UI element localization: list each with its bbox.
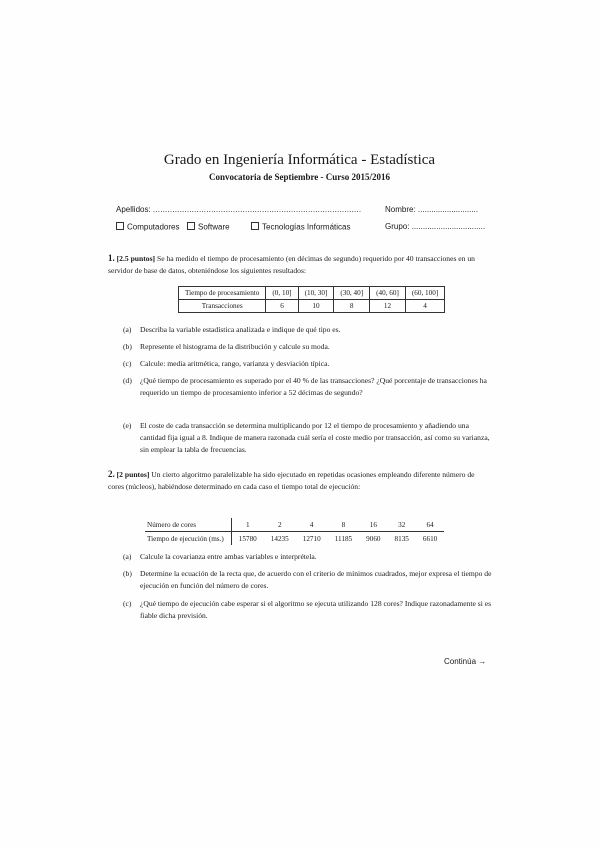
table-cell: (40, 60] [370, 287, 406, 300]
item-label: (d) [123, 376, 132, 385]
table-cell: 8135 [394, 534, 409, 543]
item-text: ¿Qué tiempo de ejecución cabe esperar si el algoritmo se ejecuta utilizando 128 cores? Indique razonadamente si es fiable dicha previsión. [140, 599, 492, 620]
table-cell: 15780 [238, 534, 257, 543]
question-1 [108, 252, 492, 277]
grupo-dots: ................................. [411, 222, 486, 231]
item-label: (c) [123, 599, 132, 608]
table-cell: 4 [405, 300, 444, 313]
table-cell: 12 [370, 300, 406, 313]
option-tecnologias[interactable] [251, 222, 351, 232]
continue-note: Continúa → [444, 657, 487, 666]
item-text: El coste de cada transacción se determina multiplicando por 12 el tiempo de procesamiento y añadiendo una cantidad fija igual a 8. Indique de manera razonada cuál sería el coste medio por transacción, así como su varianza, sin emplear la tabla de frecuencias. [140, 421, 490, 454]
table-cell: 16 [359, 518, 387, 532]
option-label: Software [198, 222, 230, 232]
item-text: Calcule: media aritmética, rango, varianza y desviación típica. [140, 359, 330, 368]
question-2 [108, 468, 492, 493]
question-text: Un cierto algoritmo paralelizable ha sido ejecutado en repetidas ocasiones empleando diferente número de cores (núcleos), habiéndose determinado en cada caso el tiempo total de ejecución: [108, 470, 475, 491]
page-subtitle: Convocatoria de Septiembre - Curso 2015/2016 [208, 172, 391, 182]
table-cell: 11185 [334, 534, 353, 543]
item-label: (a) [123, 325, 132, 334]
page-title: Grado en Ingeniería Informática - Estadística [163, 152, 436, 168]
item-label: (c) [123, 359, 132, 368]
question-text: Se ha medido el tiempo de procesamiento (en décimas de segundo) requerido por 40 transacciones en un servidor de base de datos, obteniéndose los siguientes resultados: [108, 254, 475, 275]
item-label: (e) [123, 421, 132, 430]
nombre-label: Nombre: [385, 205, 416, 214]
question-points: [2 puntos] [116, 470, 150, 479]
table-cell: 4 [296, 518, 328, 532]
table-header-cell: Transacciones [179, 300, 266, 313]
table-row [179, 300, 445, 313]
item-text: Represente el histograma de la distribución y calcule su moda. [140, 342, 330, 351]
checkbox-icon[interactable] [251, 222, 259, 230]
item-text: Calcule la covarianza entre ambas variables e interprétela. [140, 552, 317, 561]
checkbox-icon[interactable] [116, 222, 124, 230]
grupo-field [385, 222, 485, 231]
nombre-dots: ........................... [417, 205, 478, 214]
table-header-cell: Tiempo de ejecución (ms.) [145, 532, 231, 546]
nombre-field [385, 205, 478, 214]
option-label: Computadores [127, 222, 180, 232]
table-cell: 1 [231, 518, 263, 532]
table-cell: (30, 40] [334, 287, 370, 300]
question-number: 1. [108, 253, 115, 263]
table-row [179, 287, 445, 300]
item-label: (b) [123, 342, 132, 351]
grupo-label: Grupo: [385, 222, 410, 231]
apellidos-dots: ...................................................................................... [152, 205, 362, 214]
item-label: (a) [123, 552, 132, 561]
table-cell: 14235 [270, 534, 289, 543]
table-cell: (60, 100] [405, 287, 444, 300]
item-text: Describa la variable estadística analizada e indique de qué tipo es. [140, 325, 341, 334]
apellidos-field [116, 205, 361, 214]
item-label: (b) [123, 569, 132, 578]
table-row [145, 532, 444, 546]
table-cell: 2 [264, 518, 296, 532]
option-computadores[interactable] [116, 222, 179, 232]
table-cell: 8 [328, 518, 359, 532]
checkbox-icon[interactable] [187, 222, 195, 230]
table-cell: 6 [266, 300, 298, 313]
table-cell: 10 [298, 300, 334, 313]
option-label: Tecnologías Informáticas [262, 222, 351, 232]
item-text: ¿Qué tiempo de procesamiento es superado por el 40 % de las transacciones? ¿Qué porcentaje de transacciones ha requerido un tiempo de procesamiento inferior a 52 décimas de segundo? [140, 376, 487, 397]
table-cell: 8 [334, 300, 370, 313]
table-cell: 32 [388, 518, 416, 532]
item-text: Determine la ecuación de la recta que, de acuerdo con el criterio de mínimos cuadrados, mejor expresa el tiempo de ejecución en función del número de cores. [140, 569, 492, 590]
table-cell: 12710 [302, 534, 321, 543]
table-header-cell: Número de cores [145, 518, 231, 532]
processing-time-table [178, 286, 445, 313]
question-number: 2. [108, 469, 115, 479]
table-row [145, 518, 444, 532]
execution-time-table [145, 518, 444, 545]
question-points: [2.5 puntos] [116, 254, 156, 263]
table-cell: 9060 [366, 534, 381, 543]
table-cell: (10, 30] [298, 287, 334, 300]
table-cell: 6610 [422, 534, 438, 543]
apellidos-label: Apellidos: [116, 205, 151, 214]
table-cell: 64 [416, 518, 444, 532]
table-header-cell: Tiempo de procesamiento [179, 287, 266, 300]
option-software[interactable] [187, 222, 230, 232]
table-cell: (0, 10] [266, 287, 298, 300]
